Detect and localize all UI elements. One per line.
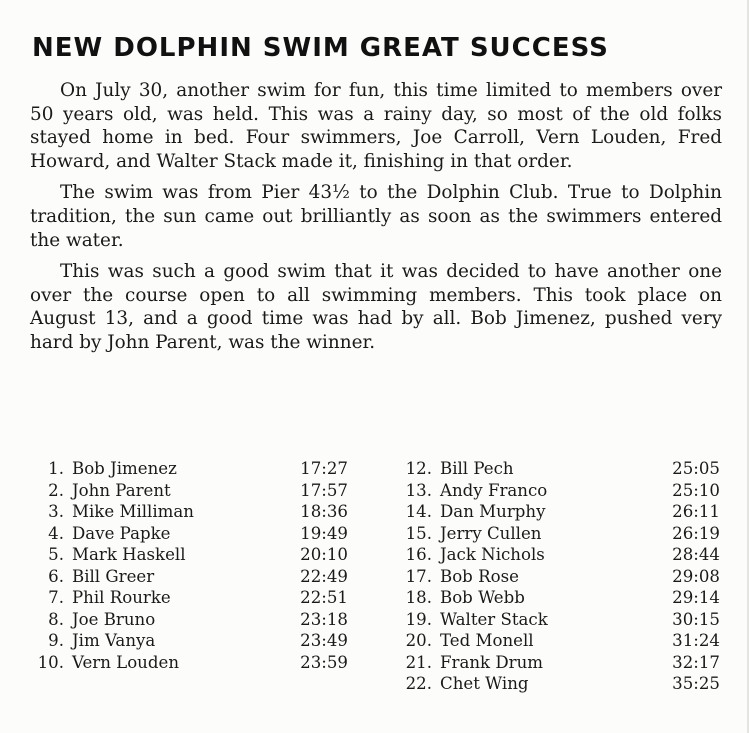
result-swimmer-name: Andy Franco bbox=[440, 480, 548, 500]
result-place: 6. bbox=[48, 566, 64, 586]
result-swimmer-name: John Parent bbox=[72, 480, 171, 500]
result-swimmer-name: Mike Milliman bbox=[72, 502, 194, 521]
result-time: 26:11 bbox=[672, 502, 720, 521]
result-swimmer-name: Frank Drum bbox=[440, 652, 544, 672]
result-swimmer-name: Dave Papke bbox=[72, 523, 171, 543]
result-swimmer-name: Chet Wing bbox=[440, 674, 529, 693]
result-place: 8. bbox=[48, 609, 64, 629]
result-swimmer-name: Jerry Cullen bbox=[440, 523, 542, 543]
result-place: 10. bbox=[37, 652, 64, 672]
result-place: 20. bbox=[405, 631, 432, 650]
result-place: 3. bbox=[48, 502, 64, 521]
result-row bbox=[30, 630, 350, 652]
result-swimmer-name: Bill Pech bbox=[440, 459, 514, 478]
result-place: 7. bbox=[48, 588, 64, 607]
result-time: 20:10 bbox=[300, 545, 348, 564]
result-time: 18:36 bbox=[300, 502, 348, 521]
result-row bbox=[30, 566, 350, 588]
result-swimmer-name: Bill Greer bbox=[72, 566, 155, 586]
result-swimmer-name: Jack Nichols bbox=[440, 545, 545, 564]
result-place: 16. bbox=[405, 545, 432, 564]
result-row bbox=[30, 523, 350, 545]
result-row bbox=[398, 673, 720, 695]
result-row bbox=[398, 566, 720, 588]
result-swimmer-name: Bob Rose bbox=[440, 566, 519, 586]
result-place: 9. bbox=[48, 631, 64, 650]
result-place: 12. bbox=[405, 459, 432, 478]
paragraph-2: The swim was from Pier 43½ to the Dolphin Club. True to Dolphin tradition, the sun came out brilliantly as soon as the swimmers entered the water. bbox=[30, 182, 722, 251]
result-row bbox=[30, 609, 350, 631]
result-place: 5. bbox=[48, 545, 64, 564]
result-place: 22. bbox=[405, 674, 432, 693]
result-place: 21. bbox=[405, 652, 432, 672]
result-time: 30:15 bbox=[672, 609, 720, 629]
result-row bbox=[398, 652, 720, 674]
result-swimmer-name: Ted Monell bbox=[440, 631, 534, 650]
article-body bbox=[30, 79, 722, 363]
result-swimmer-name: Mark Haskell bbox=[72, 545, 186, 564]
result-time: 29:08 bbox=[672, 566, 720, 586]
result-place: 2. bbox=[48, 480, 64, 500]
paragraph-1: On July 30, another swim for fun, this time limited to members over 50 years old, was held. This was a rainy day, so most of the old folks stayed home in bed. Four swimmers, Joe Carroll, Vern Louden, Fred Howard, and Walter Stack made it, finishing in that order. bbox=[30, 80, 722, 172]
result-time: 17:57 bbox=[300, 480, 348, 500]
result-time: 35:25 bbox=[672, 674, 720, 693]
result-time: 32:17 bbox=[672, 652, 720, 672]
result-time: 22:49 bbox=[300, 566, 348, 586]
result-row bbox=[398, 544, 720, 566]
results-column-left bbox=[30, 458, 350, 673]
result-row bbox=[398, 458, 720, 480]
result-time: 31:24 bbox=[672, 631, 720, 650]
result-place: 18. bbox=[405, 588, 432, 607]
paragraph-3: This was such a good swim that it was decided to have another one over the course open to all swimming members. This took place on August 13, and a good time was had by all. Bob Jimenez, pushed very hard by John Parent, was the winner. bbox=[30, 261, 722, 353]
result-time: 29:14 bbox=[672, 588, 720, 607]
result-time: 23:59 bbox=[300, 652, 348, 672]
result-swimmer-name: Bob Jimenez bbox=[72, 459, 177, 478]
result-time: 22:51 bbox=[300, 588, 348, 607]
result-time: 26:19 bbox=[672, 523, 720, 543]
result-row bbox=[398, 630, 720, 652]
result-row bbox=[30, 480, 350, 502]
result-row bbox=[398, 480, 720, 502]
result-place: 1. bbox=[48, 459, 64, 478]
result-swimmer-name: Dan Murphy bbox=[440, 502, 546, 521]
result-row bbox=[398, 523, 720, 545]
result-time: 25:05 bbox=[672, 459, 720, 478]
result-row bbox=[30, 458, 350, 480]
result-row bbox=[30, 501, 350, 523]
result-row bbox=[398, 587, 720, 609]
result-swimmer-name: Bob Webb bbox=[440, 588, 525, 607]
article-title: NEW DOLPHIN SWIM GREAT SUCCESS bbox=[32, 33, 609, 63]
result-time: 23:49 bbox=[300, 631, 348, 650]
result-swimmer-name: Joe Bruno bbox=[72, 609, 156, 629]
result-time: 25:10 bbox=[672, 480, 720, 500]
result-row bbox=[30, 587, 350, 609]
result-time: 23:18 bbox=[300, 609, 348, 629]
result-row bbox=[30, 544, 350, 566]
result-place: 17. bbox=[405, 566, 432, 586]
result-place: 19. bbox=[405, 609, 432, 629]
result-swimmer-name: Walter Stack bbox=[440, 609, 548, 629]
result-place: 13. bbox=[405, 480, 432, 500]
result-time: 19:49 bbox=[300, 523, 348, 543]
result-time: 17:27 bbox=[300, 459, 348, 478]
result-row bbox=[398, 609, 720, 631]
result-row bbox=[30, 652, 350, 674]
result-row bbox=[398, 501, 720, 523]
result-swimmer-name: Jim Vanya bbox=[72, 631, 156, 650]
result-time: 28:44 bbox=[672, 545, 720, 564]
results-column-right bbox=[398, 458, 720, 695]
result-place: 15. bbox=[405, 523, 432, 543]
result-place: 4. bbox=[48, 523, 64, 543]
result-swimmer-name: Phil Rourke bbox=[72, 588, 171, 607]
result-place: 14. bbox=[405, 502, 432, 521]
result-swimmer-name: Vern Louden bbox=[72, 652, 179, 672]
